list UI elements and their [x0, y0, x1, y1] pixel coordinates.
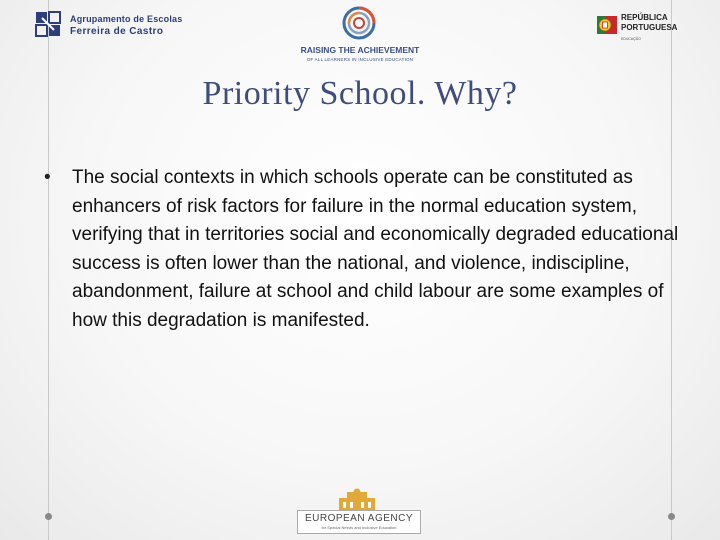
- school-emblem-icon: [34, 10, 62, 38]
- page-title: Priority School. Why?: [202, 75, 518, 112]
- republic-logo: [597, 10, 697, 46]
- raising-achievement-subtitle: OF ALL LEARNERS IN INCLUSIVE EDUCATION: [306, 57, 414, 62]
- european-agency-logo: [297, 488, 421, 536]
- left-corner-dot: [45, 513, 52, 520]
- republic-line1: REPÚBLICA: [621, 13, 668, 22]
- raising-achievement-logo: [290, 6, 430, 70]
- raising-achievement-title: RAISING THE ACHIEVEMENT: [300, 45, 420, 55]
- portuguese-flag-emblem-icon: [597, 12, 619, 38]
- bullet-text: The social contexts in which schools operate can be constituted as enhancers of risk factors for failure in the normal education system, verifying that in territories social and economically degraded educational success is often lower than the national, and violence, indiscipline, abandonment, failure at school and child labour are some examples of how this degradation is manifested.: [72, 167, 679, 331]
- agency-name: EUROPEAN AGENCY: [304, 513, 414, 524]
- raising-achievement-emblem-icon: [342, 6, 376, 40]
- agency-tagline: for Special Needs and Inclusive Education: [321, 525, 397, 530]
- school-name-line2: Ferreira de Castro: [70, 26, 164, 37]
- school-logo: [34, 8, 184, 40]
- republic-line2: PORTUGUESA: [621, 23, 678, 32]
- agency-building-icon: [335, 488, 379, 510]
- right-corner-dot: [668, 513, 675, 520]
- school-name-line1: Agrupamento de Escolas: [70, 14, 183, 24]
- bullet-marker: •: [44, 167, 51, 188]
- republic-line3: EDUCAÇÃO: [621, 37, 641, 41]
